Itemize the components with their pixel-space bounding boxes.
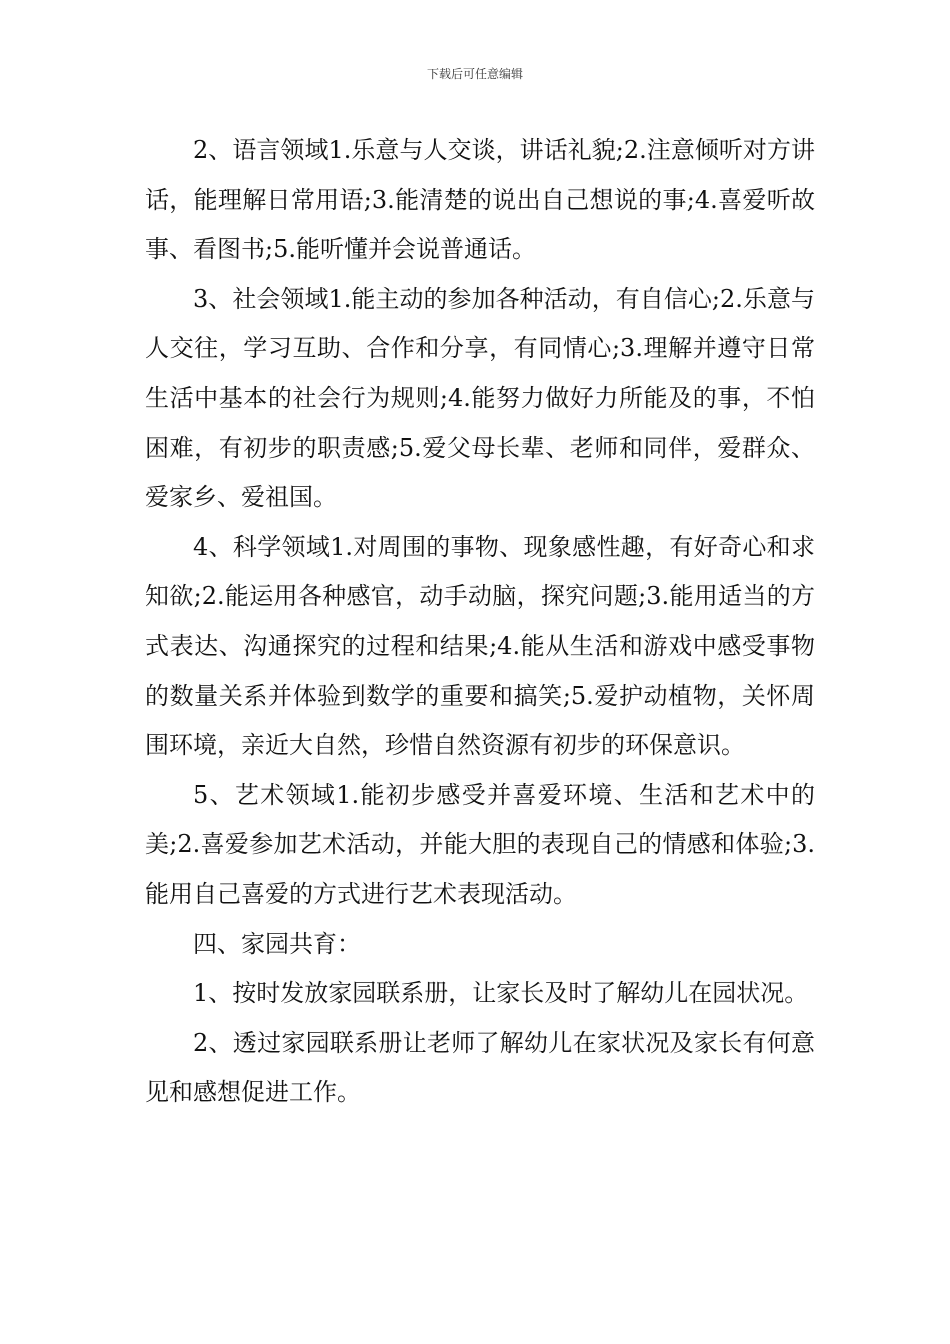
section-heading-home-school: 四、家园共育： (193, 929, 361, 958)
paragraph-science-domain: 4、科学领域1.对周围的事物、现象感性趣，有好奇心和求知欲;2.能运用各种感官，动手动脑，探究问题;3.能用适当的方式表达、沟通探究的过程和结果;4.能从生活和游戏中感受事物的数量关系并体验到数学的重要和搞笑;5.爱护动植物，关怀周围环境，亲近大自然，珍惜自然资源有初步的环保意识。 (145, 532, 815, 760)
page-header: 下载后可任意编辑 (426, 67, 523, 81)
document-body (145, 126, 815, 1118)
paragraph-home-school-1: 1、按时发放家园联系册，让家长及时了解幼儿在园状况。 (193, 979, 809, 1008)
paragraph-social-domain: 3、社会领域1.能主动的参加各种活动，有自信心;2.乐意与人交往，学习互助、合作和分享，有同情心;3.理解并遵守日常生活中基本的社会行为规则;4.能努力做好力所能及的事，不怕困难，有初步的职责感;5.爱父母长辈、老师和同伴，爱群众、爱家乡、爱祖国。 (145, 284, 815, 512)
paragraph-home-school-2: 2、透过家园联系册让老师了解幼儿在家状况及家长有何意见和感想促进工作。 (145, 1028, 815, 1107)
paragraph-language-domain: 2、语言领域1.乐意与人交谈，讲话礼貌;2.注意倾听对方讲话，能理解日常用语;3.能清楚的说出自己想说的事;4.喜爱听故事、看图书;5.能听懂并会说普通话。 (145, 136, 815, 264)
paragraph-art-domain: 5、艺术领域1.能初步感受并喜爱环境、生活和艺术中的美;2.喜爱参加艺术活动，并能大胆的表现自己的情感和体验;3.能用自己喜爱的方式进行艺术表现活动。 (145, 780, 815, 908)
